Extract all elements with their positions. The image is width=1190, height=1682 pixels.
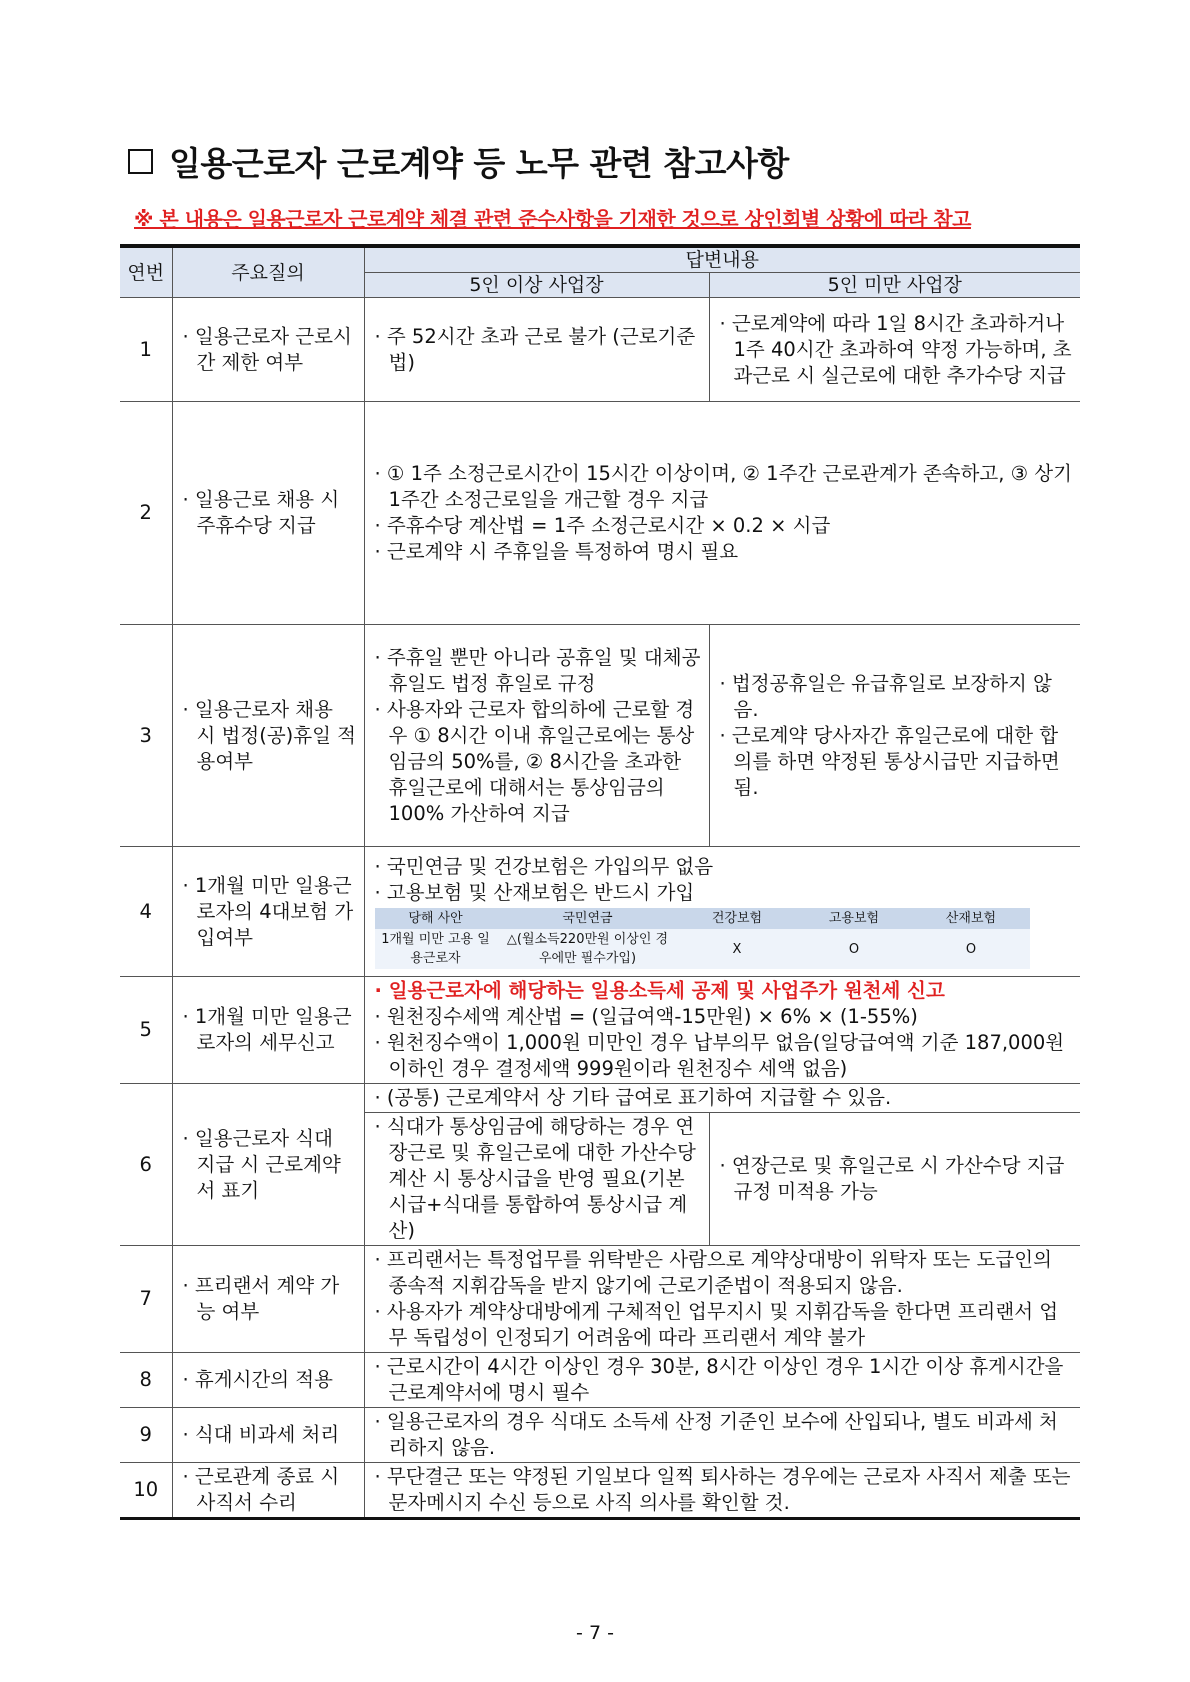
question-cell: · 일용근로 채용 시 주휴수당 지급 <box>172 402 364 625</box>
ins-pension: △(월소득220만원 이상인 경우에만 필수가입) <box>506 932 669 966</box>
table-row <box>120 977 1080 1084</box>
notice-text: ※ 본 내용은 일용근로자 근로계약 체결 관련 준수사항을 기재한 것으로 상인회별 상황에 따라 참고 <box>134 207 971 231</box>
answer-over5: · 주휴일 뿐만 아니라 공휴일 및 대체공휴일도 법정 휴일로 규정 · 사용자와 근로자 합의하에 근로할 경우 ① 8시간 이내 휴일근로에는 통상임금의 50%를, ② 8시간을 초과한 휴일근로에 대해서는 통상임금의 100% 가산하여 지급 <box>364 625 709 847</box>
row-number: 8 <box>120 1353 172 1408</box>
table-row <box>120 1408 1080 1463</box>
insurance-table <box>375 908 1030 969</box>
header-over5: 5인 이상 사업장 <box>364 273 709 298</box>
header-question: 주요질의 <box>172 246 364 298</box>
table-row <box>120 402 1080 625</box>
answer-all: · 일용근로자의 경우 식대도 소득세 산정 기준인 보수에 산입되나, 별도 비과세 처리하지 않음. <box>364 1408 1080 1463</box>
answer-under5: · 연장근로 및 휴일근로 시 가산수당 지급규정 미적용 가능 <box>709 1113 1080 1246</box>
ins-health: X <box>732 941 742 957</box>
answer-common: · (공통) 근로계약서 상 기타 급여로 표기하여 지급할 수 있음. <box>364 1084 1080 1113</box>
ins-case: 1개월 미만 고용 일용근로자 <box>381 932 490 966</box>
table-row <box>120 1463 1080 1519</box>
answer-over5: · 식대가 통상임금에 해당하는 경우 연장근로 및 휴일근로에 대한 가산수당 계산 시 통상시급을 반영 필요(기본시급+식대를 통합하여 통상시급 계산) <box>364 1113 709 1246</box>
row-number: 5 <box>120 977 172 1084</box>
answer-all: · 무단결근 또는 약정된 기일보다 일찍 퇴사하는 경우에는 근로자 사직서 제출 또는 문자메시지 수신 등으로 사직 의사를 확인할 것. <box>364 1463 1080 1519</box>
answer-all: · 일용근로자에 해당하는 일용소득세 공제 및 사업주가 원천세 신고 · 원천징수세액 계산법 = (일급여액-15만원) × 6% × (1-55%) · 원천징수액이 1,000원 미만인 경우 납부의무 없음(일당급여액 기준 187,000원 이하인 경우 결정세액 999원이라 원천징수 세액 없음) <box>364 977 1080 1084</box>
row-number: 2 <box>120 402 172 625</box>
ins-accident: O <box>965 941 977 957</box>
question-cell: · 일용근로자 채용 시 법정(공)휴일 적용여부 <box>172 625 364 847</box>
table-header-row <box>120 246 1080 273</box>
table-row <box>120 847 1080 977</box>
question-cell: · 프리랜서 계약 가능 여부 <box>172 1246 364 1353</box>
ins-header: 고용보험 <box>796 908 913 929</box>
answer-all: · 근로시간이 4시간 이상인 경우 30분, 8시간 이상인 경우 1시간 이상 휴게시간을 근로계약서에 명시 필수 <box>364 1353 1080 1408</box>
row-number: 6 <box>120 1084 172 1246</box>
qa-table <box>120 244 1080 1520</box>
answer-all: · 프리랜서는 특정업무를 위탁받은 사람으로 계약상대방이 위탁자 또는 도급인의 종속적 지휘감독을 받지 않기에 근로기준법이 적용되지 않음. · 사용자가 계약상대방에게 구체적인 업무지시 및 지휘감독을 한다면 프리랜서 업무 독립성이 인정되기 어려움에 따라 프리랜서 계약 불가 <box>364 1246 1080 1353</box>
ins-header: 건강보험 <box>679 908 796 929</box>
table-row <box>120 1246 1080 1353</box>
row-number: 4 <box>120 847 172 977</box>
row-number: 9 <box>120 1408 172 1463</box>
answer-all: · 국민연금 및 건강보험은 가입의무 없음 · 고용보험 및 산재보험은 반드시 가입 당해 사안 국민연금 건강보험 고용보험 산재보험 1개월 미만 고용 일용근로자 △(월소득220만원 이상인 경우에만 필수가입) X O O <box>364 847 1080 977</box>
table-row <box>120 625 1080 847</box>
checkbox-square-icon <box>128 149 153 174</box>
row-number: 7 <box>120 1246 172 1353</box>
row-number: 1 <box>120 298 172 402</box>
ins-header: 당해 사안 <box>375 908 497 929</box>
page-number: - 7 - <box>576 1622 614 1644</box>
ins-employment: O <box>848 941 860 957</box>
table-row <box>120 298 1080 402</box>
page-title: 일용근로자 근로계약 등 노무 관련 참고사항 <box>128 138 789 185</box>
answer-under5: · 법정공휴일은 유급휴일로 보장하지 않음. · 근로계약 당사자간 휴일근로에 대한 합의를 하면 약정된 통상시급만 지급하면 됨. <box>709 625 1080 847</box>
question-cell: · 일용근로자 근로시간 제한 여부 <box>172 298 364 402</box>
question-cell: · 1개월 미만 일용근로자의 4대보험 가입여부 <box>172 847 364 977</box>
row-number: 10 <box>120 1463 172 1519</box>
answer-all: · ① 1주 소정근로시간이 15시간 이상이며, ② 1주간 근로관계가 존속하고, ③ 상기 1주간 소정근로일을 개근할 경우 지급 · 주휴수당 계산법 = 1주 소정근로시간 × 0.2 × 시급 · 근로계약 시 주휴일을 특정하여 명시 필요 <box>364 402 1080 625</box>
question-cell: · 1개월 미만 일용근로자의 세무신고 <box>172 977 364 1084</box>
table-row <box>120 1084 1080 1113</box>
ins-header: 산재보험 <box>913 908 1030 929</box>
header-answer: 답변내용 <box>364 246 1080 273</box>
table-row <box>120 1353 1080 1408</box>
question-cell: · 근로관계 종료 시 사직서 수리 <box>172 1463 364 1519</box>
question-cell: · 휴게시간의 적용 <box>172 1353 364 1408</box>
ins-header: 국민연금 <box>497 908 679 929</box>
answer-under5: · 근로계약에 따라 1일 8시간 초과하거나 1주 40시간 초과하여 약정 가능하며, 초과근로 시 실근로에 대한 추가수당 지급 <box>709 298 1080 402</box>
header-under5: 5인 미만 사업장 <box>709 273 1080 298</box>
question-cell: · 식대 비과세 처리 <box>172 1408 364 1463</box>
row-number: 3 <box>120 625 172 847</box>
question-cell: · 일용근로자 식대 지급 시 근로계약서 표기 <box>172 1084 364 1246</box>
answer-over5: · 주 52시간 초과 근로 불가 (근로기준법) <box>364 298 709 402</box>
header-no: 연번 <box>120 246 172 298</box>
